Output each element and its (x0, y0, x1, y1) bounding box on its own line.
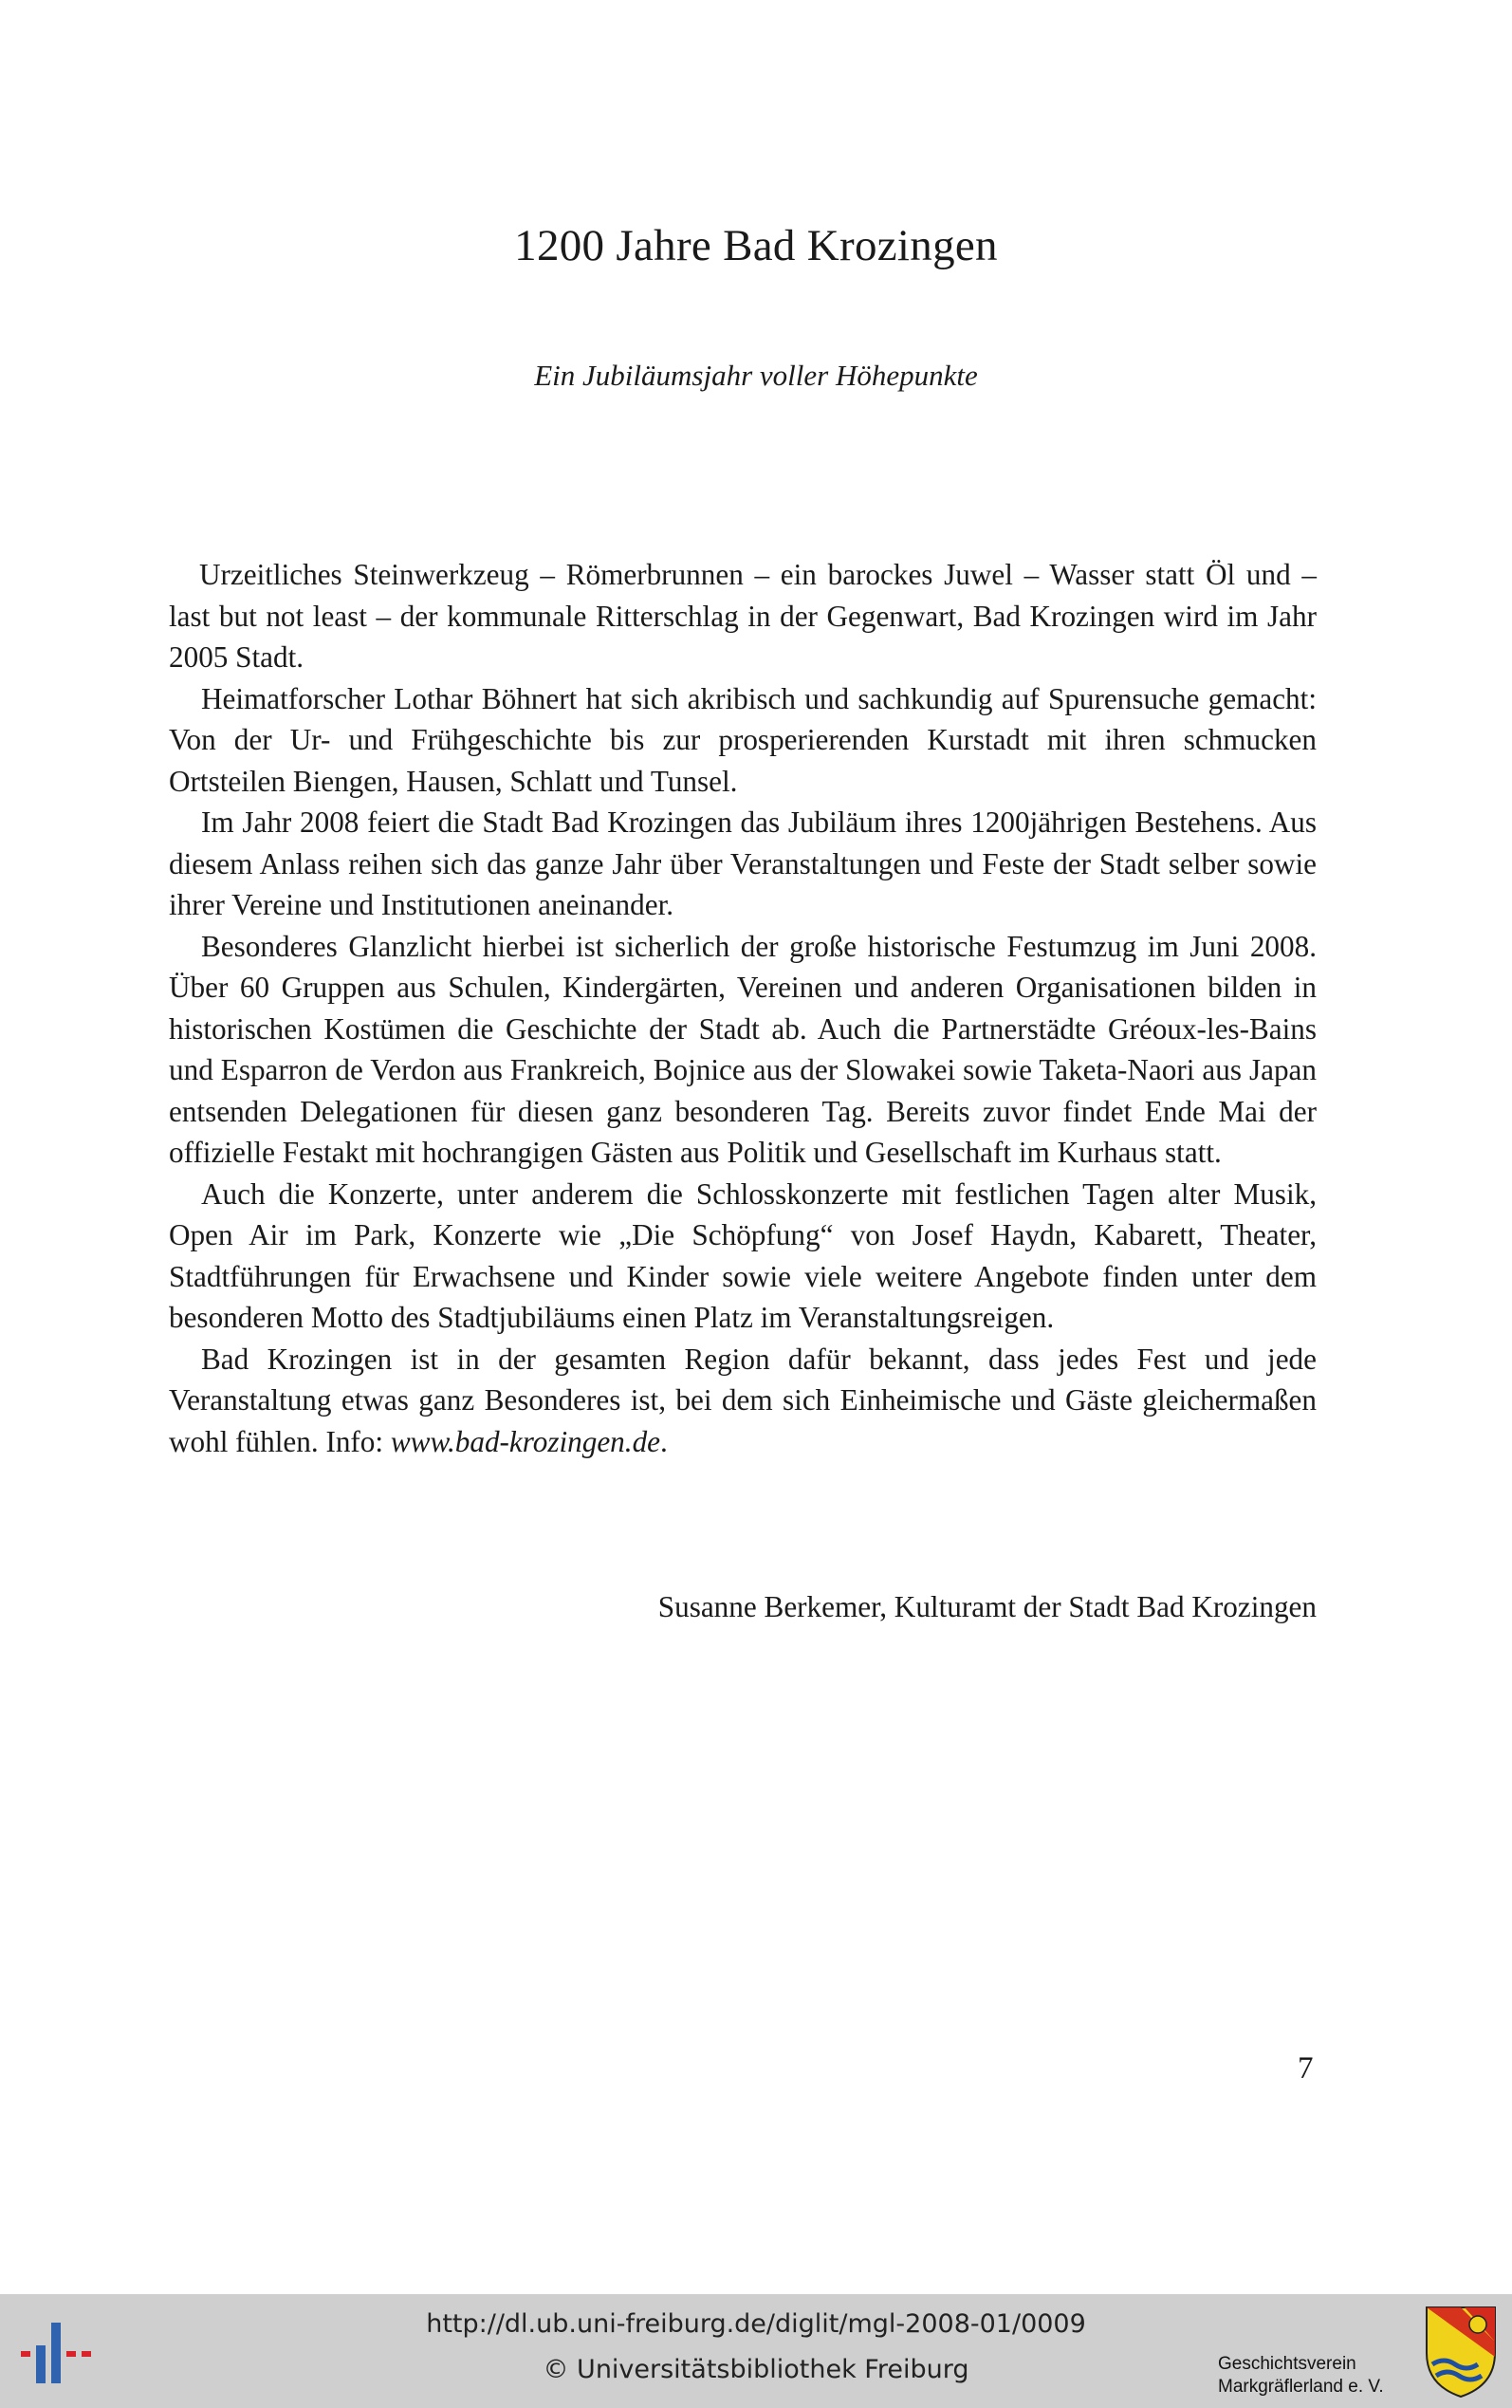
paragraph-2: Heimatforscher Lothar Böhnert hat sich akribisch und sachkundig auf Spurensuche gemacht: Von der Ur- und Frühgeschichte bis zur prosperierenden Kurstadt mit ihren schmucken Ortsteilen Biengen, Hausen, Schlatt und Tunsel. (169, 681, 1317, 798)
page-number: 7 (1298, 2051, 1314, 2085)
page-title: 1200 Jahre Bad Krozingen (514, 221, 998, 270)
paragraph-5: Auch die Konzerte, unter anderem die Schlosskonzerte mit festlichen Tagen alter Musik, Open Air im Park, Konzerte wie „Die Schöpfung“ von Josef Haydn, Kabarett, Theater, Stadtführungen für Erwachsene und Kinder sowie viele weitere Angebote finden unter dem besonderen Motto des Stadtjubiläums einen Platz im Veranstaltungsreigen. (169, 1176, 1317, 1334)
society-line-1: Geschichtsverein (1218, 2354, 1356, 2374)
paragraph-6 (169, 1339, 1317, 1463)
signature: Susanne Berkemer, Kulturamt der Stadt Bad Krozingen (657, 1590, 1317, 1623)
footer-copyright: © Universitätsbibliothek Freiburg (543, 2355, 969, 2384)
society-name (1218, 2353, 1384, 2399)
paragraph-4: Besonderes Glanzlicht hierbei ist sicherlich der große historische Festumzug im Juni 2008. Über 60 Gruppen aus Schulen, Kindergärten, Vereinen und anderen Organisationen bilden in historischen Kostümen die Geschichte der Stadt ab. Auch die Partnerstädte Gréoux-les-Bains und Esparron de Verdon aus Frankreich, Bojnice aus der Slowakei sowie Taketa-Naori aus Japan entsenden Delegationen für diesen ganz besonderen Tag. Bereits zuvor findet Ende Mai der offizielle Festakt mit hochrangigen Gästen aus Politik und Gesellschaft im Kurhaus statt. (169, 929, 1317, 1169)
paragraph-6-text: Bad Krozingen ist in der gesamten Region dafür bekannt, dass jedes Fest und jede Veranstaltung etwas ganz Besonderes ist, bei dem sich Einheimische und Gäste gleichermaßen wohl fühlen. Info: (169, 1342, 1317, 1458)
paragraph-1: Urzeitliches Steinwerkzeug – Römerbrunnen – ein barockes Juwel – Wasser statt Öl und – last but not least – der kommunale Ritterschlag in der Gegenwart, Bad Krozingen wird im Jahr 2005 Stadt. (169, 558, 1317, 674)
paragraph-3: Im Jahr 2008 feiert die Stadt Bad Krozingen das Jubiläum ihres 1200jährigen Bestehens. Aus diesem Anlass reihen sich das ganze Jahr über Veranstaltungen und Feste der Stadt selber sowie ihrer Vereine und Institutionen aneinander. (169, 806, 1317, 921)
paragraph-6-end: . (660, 1424, 668, 1458)
footer-url-link[interactable]: http://dl.ub.uni-freiburg.de/diglit/mgl-2008-01/0009 (426, 2309, 1086, 2339)
coat-of-arms-icon (1423, 2304, 1499, 2399)
footer-bar (0, 2294, 1512, 2408)
info-link[interactable]: www.bad-krozingen.de (390, 1424, 661, 1458)
society-line-2: Markgräflerland e. V. (1218, 2377, 1384, 2397)
page-subtitle: Ein Jubiläumsjahr voller Höhepunkte (534, 359, 978, 392)
article-body (169, 554, 1317, 1462)
